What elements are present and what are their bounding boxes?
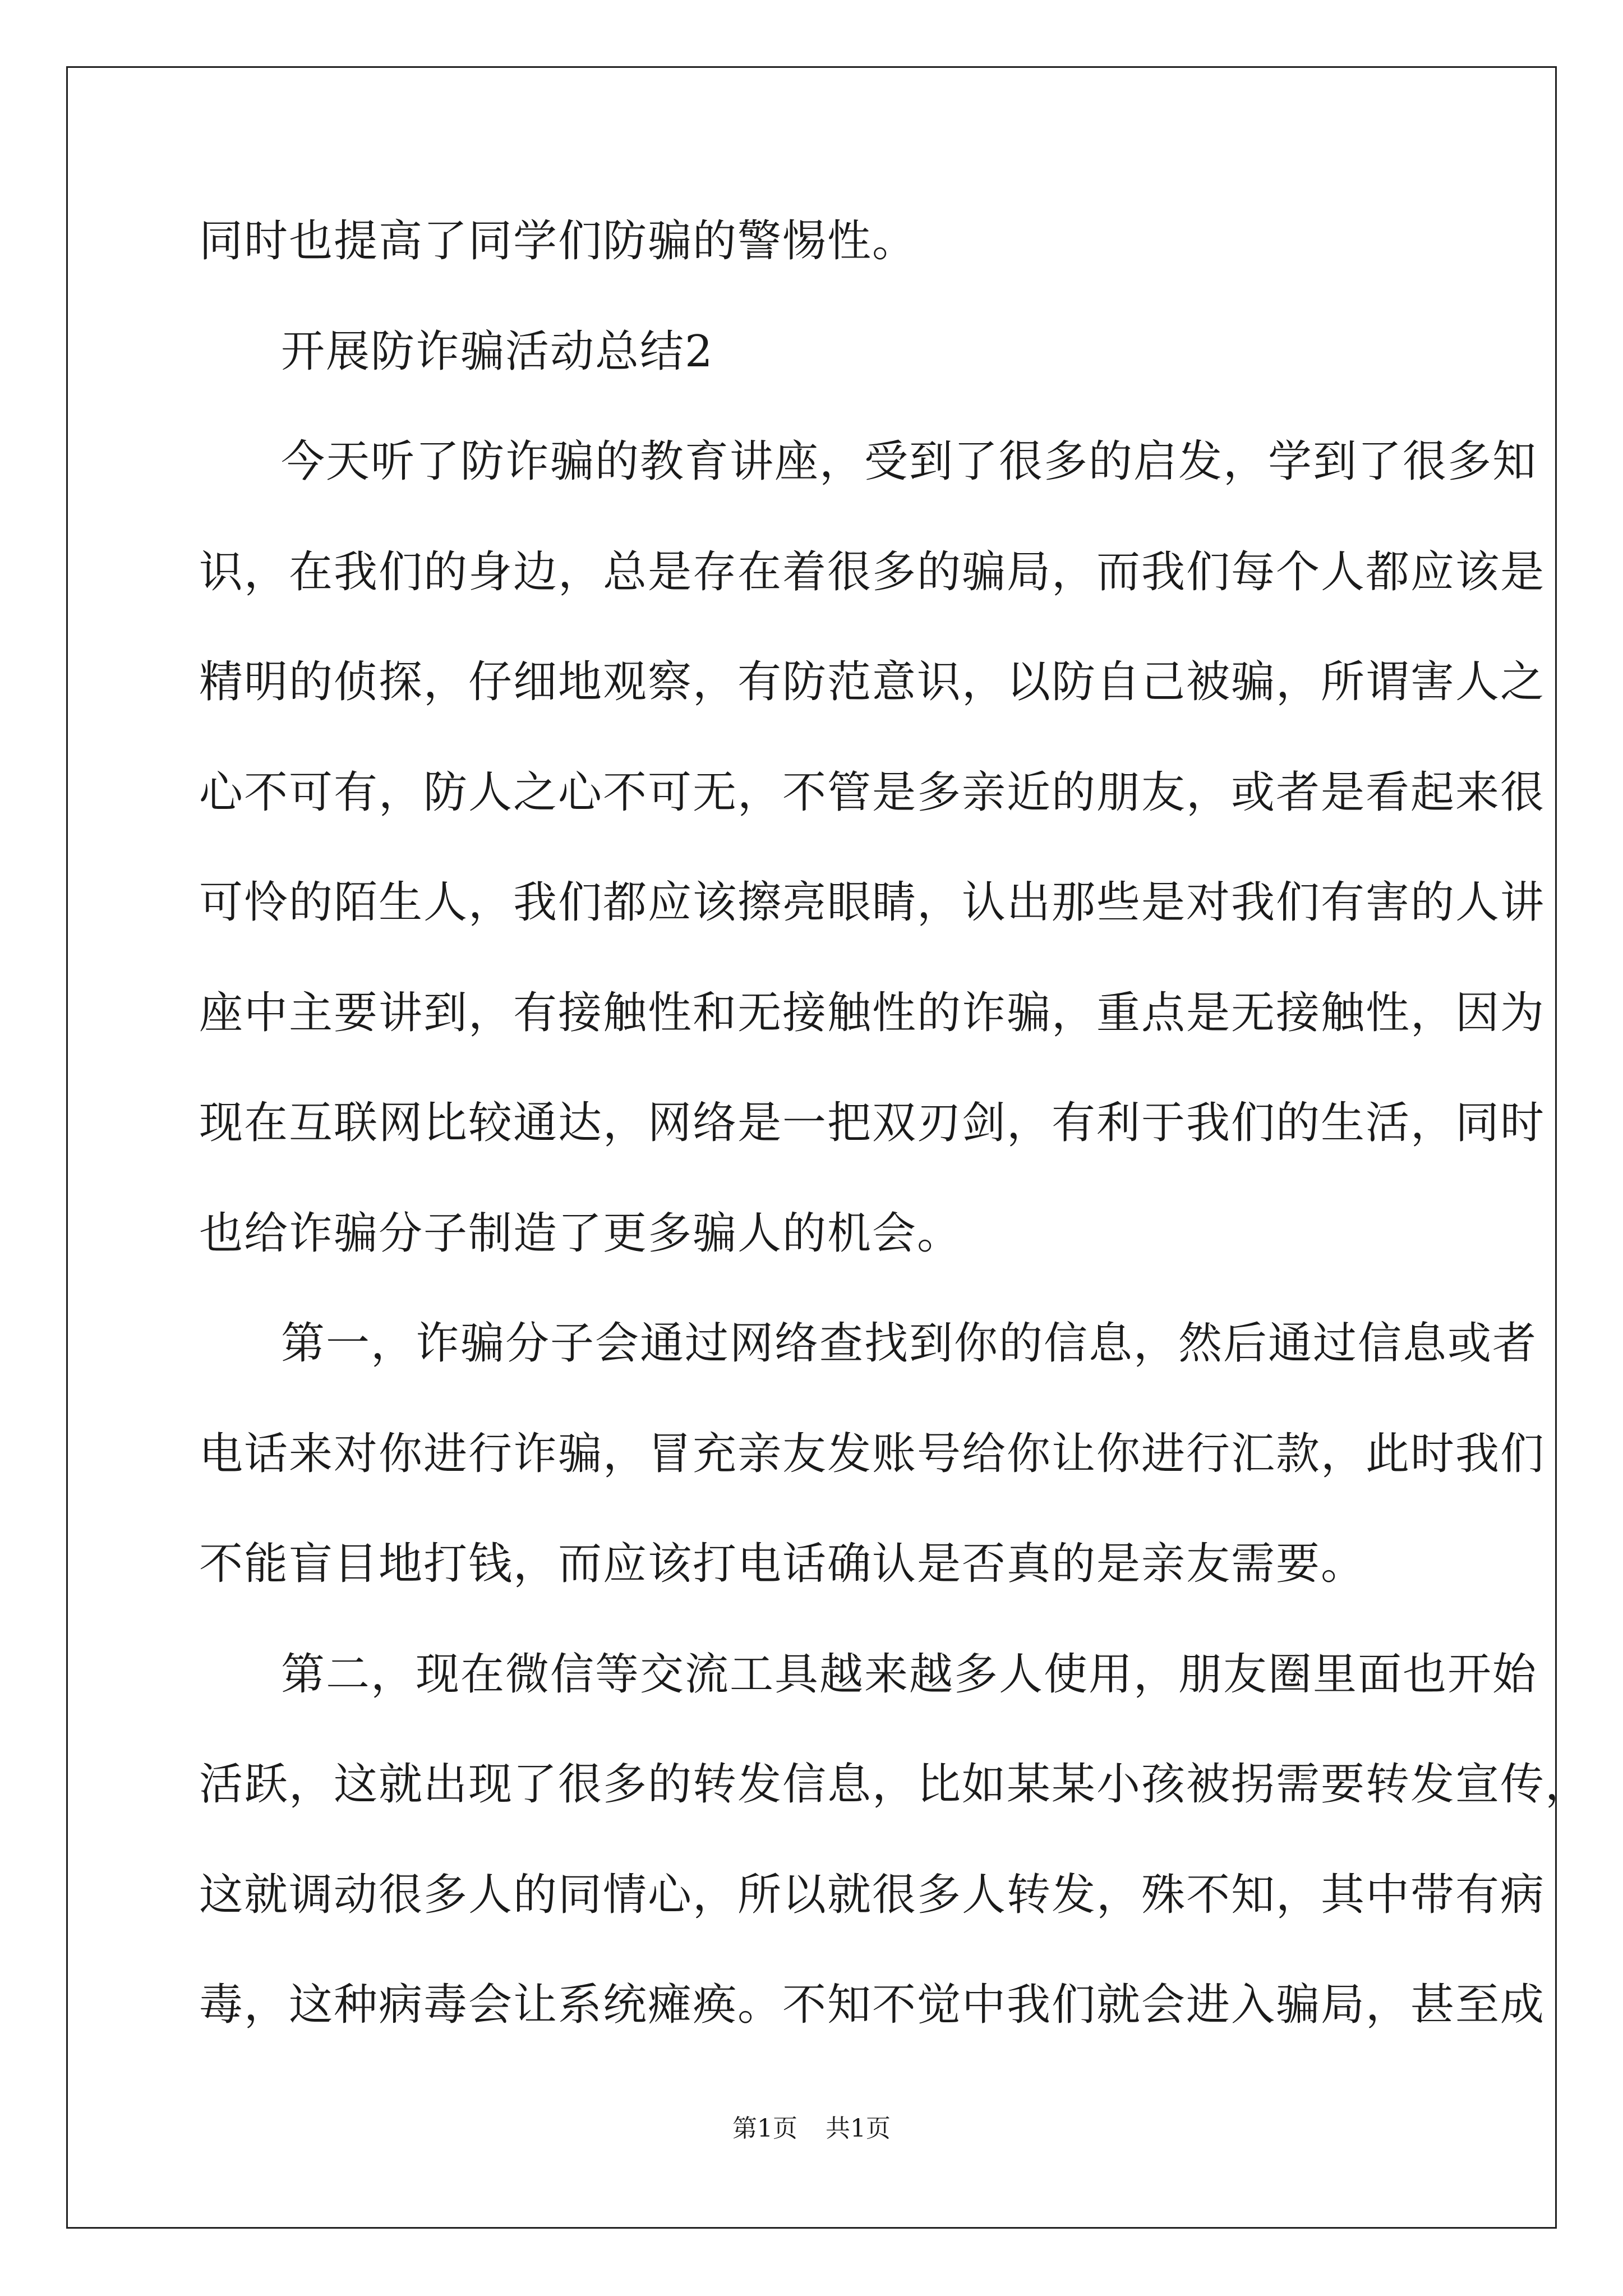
text-line: 可怜的陌生人，我们都应该擦亮眼睛，认出那些是对我们有害的人讲 (199, 877, 1546, 928)
text-line: 精明的侦探，仔细地观察，有防范意识，以防自己被骗，所谓害人之 (199, 657, 1546, 707)
text-line: 识，在我们的身边，总是存在着很多的骗局，而我们每个人都应该是 (199, 547, 1546, 597)
text-line: 第二，现在微信等交流工具越来越多人使用，朋友圈里面也开始 (281, 1649, 1538, 1700)
text-line: 今天听了防诈骗的教育讲座，受到了很多的启发，学到了很多知 (281, 436, 1538, 487)
text-line: 座中主要讲到，有接触性和无接触性的诈骗，重点是无接触性，因为 (199, 988, 1546, 1038)
page-footer (0, 2112, 1623, 2146)
page-total: 共1页 (826, 2114, 891, 2143)
text-line: 同时也提高了同学们防骗的警惕性。 (199, 216, 917, 266)
section-heading: 开展防诈骗活动总结2 (281, 326, 714, 377)
text-line: 第一，诈骗分子会通过网络查找到你的信息，然后通过信息或者 (281, 1318, 1538, 1369)
text-line: 这就调动很多人的同情心，所以就很多人转发，殊不知，其中带有病 (199, 1870, 1546, 1920)
text-line: 活跃，这就出现了很多的转发信息，比如某某小孩被拐需要转发宣传， (199, 1759, 1590, 1810)
text-line: 心不可有，防人之心不可无，不管是多亲近的朋友，或者是看起来很 (199, 767, 1546, 818)
text-line: 毒，这种病毒会让系统瘫痪。不知不觉中我们就会进入骗局，甚至成 (199, 1980, 1546, 2030)
text-line: 不能盲目地打钱，而应该打电话确认是否真的是亲友需要。 (199, 1539, 1366, 1589)
page-number: 第1页 (732, 2114, 797, 2143)
text-line: 电话来对你进行诈骗，冒充亲友发账号给你让你进行汇款，此时我们 (199, 1429, 1546, 1479)
text-line: 也给诈骗分子制造了更多骗人的机会。 (199, 1208, 962, 1259)
text-line: 现在互联网比较通达，网络是一把双刃剑，有利于我们的生活，同时 (199, 1098, 1546, 1148)
